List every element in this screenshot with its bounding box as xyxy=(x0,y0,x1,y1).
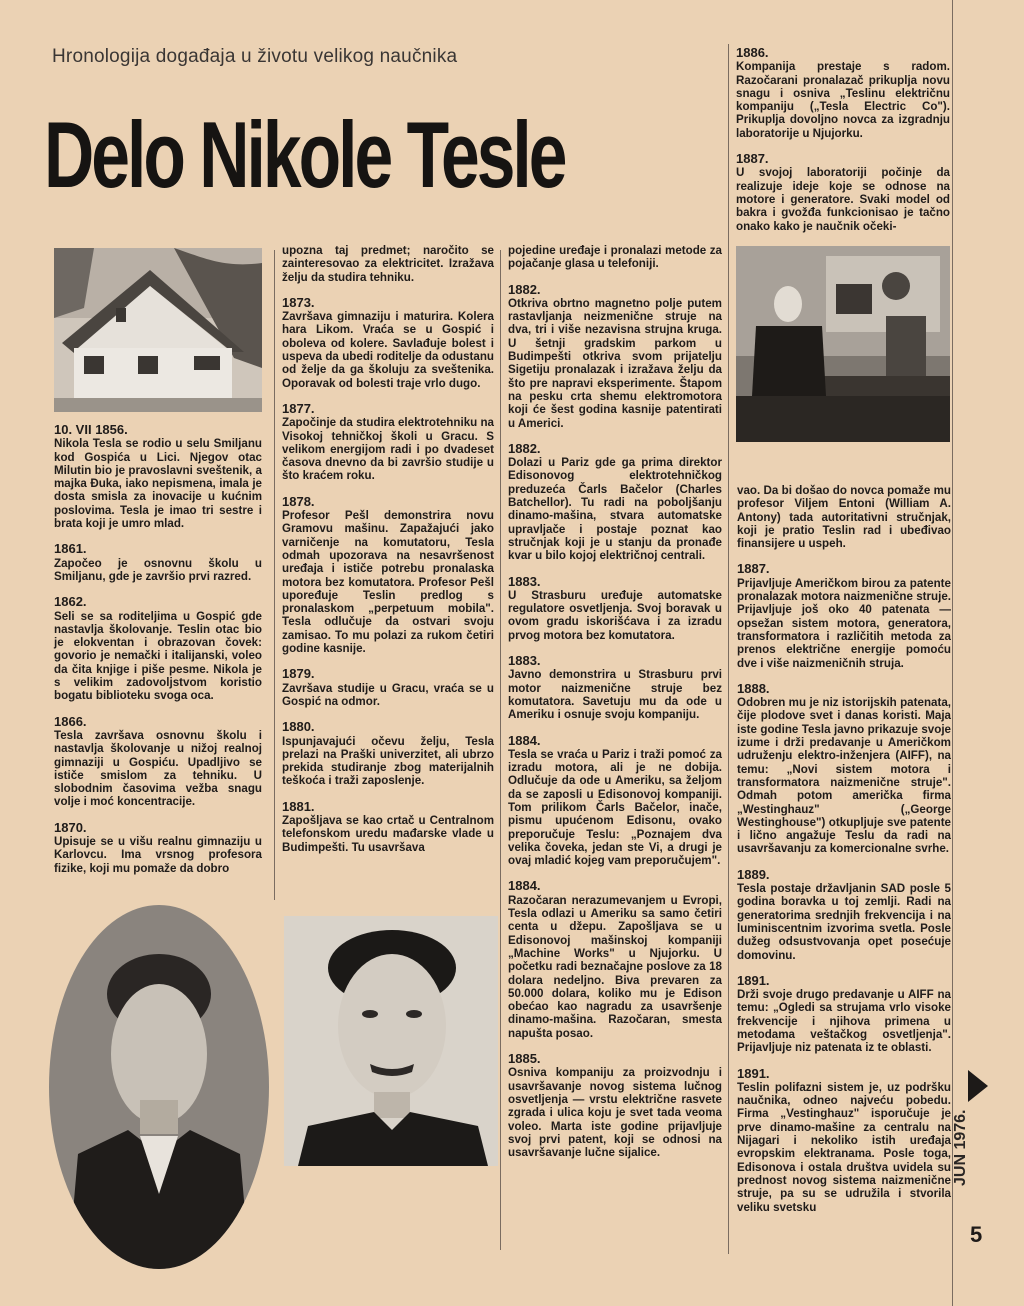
birthplace-house-photo xyxy=(54,248,262,412)
column-rule xyxy=(274,250,275,900)
issue-date: JUN 1976. xyxy=(952,1109,969,1186)
entry-text: Upisuje se u višu realnu gimnaziju u Karlovcu. Ima vrsnog profesora fizike, koji mu pomaže da dobro xyxy=(54,835,262,875)
entry-text: Razočaran nerazumevanjem u Evropi, Tesla odlazi u Ameriku sa samo četiri centa u džepu. Zapošljava se u Edisonovoj mašinskoj kompaniji „Machine Works" u Njujorku. U početku radi beznačajne poslove za 18 dolara nedeljno. Biva prevaren za 50.000 dolara, koliko mu je Edison obećao kao nagradu za usavršenje dinamo-mašina. Razočaran, smesta napušta posao. xyxy=(508,893,722,1040)
entry-text: vao. Da bi došao do novca pomaže mu profesor Viljem Entoni (William A. Antony) tada autoritativni stručnjak, koji je pratio Teslin rad i ubeđivao finansijere u uspeh. xyxy=(737,484,951,551)
page-number: 5 xyxy=(970,1222,983,1247)
entry-year: 1882. xyxy=(508,440,541,456)
entry-text: Teslin polifazni sistem je, uz podršku naučnika, odneo najveću pobedu. Firma „Vestinghauz" isporučuje je prve dinamo-mašine za centralu na Nijagari i nekoliko istih uređaja evropskim elektranama. Posle toga, Edisonova i ostala društva uvidela su prednost novog sistema naizmenične struje, pa su se udružila i stvorila veliku svetsku xyxy=(737,1080,951,1214)
entry-year: 1886. xyxy=(736,45,769,60)
entry-text: U svojoj laboratoriji počinje da realizuje ideje koje se odnose na motore i generatore. Svaki model od bakra i gvožđa funkcionisao je tačno onako kako je naučnik očeki- xyxy=(736,166,950,233)
entry-year: 1883. xyxy=(508,653,541,669)
entry-year: 1873. xyxy=(282,294,315,310)
entry-text: Nikola Tesla se rodio u selu Smiljanu kod Gospića u Lici. Njegov otac Milutin bio je pravoslavni sveštenik, a majka Đuka, iako nepismena, imala je dosta smisla za inovacije u kućnim poslovima. Tesla je imao tri sestre i brata koji je umro mlad. xyxy=(54,437,262,531)
entry-year: 1891. xyxy=(737,1065,770,1081)
entry-text: U Strasburu uređuje automatske regulatore osvetljenja. Svoj boravak u ovom gradu iskorišćava i za izradu prvog motora bez komutatora. xyxy=(508,588,722,642)
entry-text: Prijavljuje Američkom birou za patente pronalazak motora naizmenične struje. Prijavljuje još oko 40 patenata — opsežan sistem motora, generatora, transformatora i različitih metoda za prenos električne energije pomoću dve i više naizmeničnih struja. xyxy=(737,576,951,670)
column-rule xyxy=(728,44,729,1254)
entry-year: 1887. xyxy=(736,151,769,167)
continue-arrow-icon xyxy=(968,1070,988,1102)
entry-year: 1880. xyxy=(282,719,315,735)
entry-text: Ispunjavajući očevu želju, Tesla prelazi na Praški univerzitet, ali ubrzo prekida studiranje zbog materijalnih teškoća i traži zaposlenje. xyxy=(282,734,494,788)
entry-year: 1884. xyxy=(508,732,541,748)
entry-text: Seli se sa roditeljima u Gospić gde nastavlja školovanje. Teslin otac bio je elokventan i obrazovan čovek: govorio je nemački i italijanski, voleo da čita knjige i piše pesme. Nikola je s velikim zadovoljstvom koristio bogatu biblioteku svoga oca. xyxy=(54,609,262,703)
entry-text: Započinje da studira elektrotehniku na Visokoj tehničkoj školi u Gracu. S velikom energijom radi i po dvadeset časova dnevno da bi završio studije u što kraćem roku. xyxy=(282,416,494,483)
entry-text: Osniva kompaniju za proizvodnju i usavršavanje novog sistema lučnog osvetljenja — vrstu električne rasvete zgrada i ulica koju je svet tada veoma voleo. Marta iste godine prijavljuje svoj prvi patent, koji se odnosi na usavršavanje lučne sijalice. xyxy=(508,1066,722,1160)
entry-year: 1887. xyxy=(737,561,770,577)
entry-text: pojedine uređaje i pronalazi metode za pojačanje glasa u telefoniji. xyxy=(508,244,722,271)
entry-text: Otkriva obrtno magnetno polje putem rastavljanja neizmenične struje na dva, tri i više nezavisna strujna kruga. U šetnji gradskim parkom u Budimpešti otkriva svom prijatelju Sigetiju pronalazak i izražava želju da što pre napravi eksperimente. Štapom na pesku crta shemu elektromotora koji će šest godina kasnije patentirati u Americi. xyxy=(508,296,722,430)
entry-year: 1862. xyxy=(54,594,87,610)
entry-year: 1882. xyxy=(508,281,541,297)
entry-year: 1877. xyxy=(282,400,315,416)
entry-year: 1870. xyxy=(54,819,87,835)
text-column-1 xyxy=(54,423,262,875)
entry-year: 1866. xyxy=(54,713,87,729)
tesla-laboratory-photo xyxy=(736,246,950,442)
text-column-4-bottom xyxy=(737,484,951,1214)
entry-text: Kompanija prestaje s radom. Razočarani pronalazač prikuplja novu snagu i osniva „Teslinu električnu kompaniju („Tesla Electric Co"). Prikuplja dovoljno novca za izgradnju laboratorije u Njujorku. xyxy=(736,60,950,140)
entry-year: 1861. xyxy=(54,541,87,557)
entry-year: 1891. xyxy=(737,972,770,988)
entry-year: 1878. xyxy=(282,493,315,509)
entry-text: Tesla se vraća u Pariz i traži pomoć za izradu motora, ali je ne dobija. Odlučuje da ode u Ameriku, sa željom da se zaposli u Edisonovoj kompaniji. Tom prilikom Čarls Bačelor, inače, pismu upućenom Edisonu, ovako preporučuje Teslu: „Poznajem dva velika čoveka, jedan ste Vi, a drugi je ovaj mladić kojeg vam preporučujem". xyxy=(508,747,722,868)
entry-text: Tesla postaje državljanin SAD posle 5 godina boravka u toj zemlji. Radi na generatorima srednjih frekvencija i na luminiscentnim izvorima svetla. Posle dužeg odsustvovanja opet posećuje domovinu. xyxy=(737,882,951,962)
entry-year: 1883. xyxy=(508,573,541,589)
entry-year: 1884. xyxy=(508,878,541,894)
entry-text: Drži svoje drugo predavanje u AIFF na temu: „Ogledi sa strujama vrlo visoke frekvencije i njihova primena u metodama veštačkog osvetljenja". Prijavljuje niz patenata iz te oblasti. xyxy=(737,988,951,1055)
text-column-3 xyxy=(508,244,722,1159)
article-kicker: Hronologija događaja u životu velikog naučnika xyxy=(52,46,458,67)
entry-text: upozna taj predmet; naročito se zainteresovao za elektricitet. Izražava želju da studira tehniku. xyxy=(282,244,494,284)
entry-year: 1889. xyxy=(737,866,770,882)
column-rule xyxy=(500,250,501,1250)
entry-text: Dolazi u Pariz gde ga prima direktor Edisonovog elektrotehničkog preduzeća Čarls Bačelor (Charles Batchellor). Tu radi na poboljšanju dinamo-mašina, stvara automatske upravljače i postaje poznat kao stručnjak koji je u stanju da pronađe kvar u bilo kojoj električnoj centrali. xyxy=(508,456,722,563)
article-title: Delo Nikole Tesle xyxy=(44,102,565,207)
text-column-4-top xyxy=(736,46,950,233)
entry-year: 10. VII 1856. xyxy=(54,422,128,437)
entry-text: Javno demonstrira u Strasburu prvi motor naizmenične struje bez komutatora. Savetuju mu da ode u Ameriku i osnuje svoju kompaniju. xyxy=(508,668,722,722)
entry-text: Započeo je osnovnu školu u Smiljanu, gde je završio prvi razred. xyxy=(54,556,262,583)
tesla-portrait xyxy=(284,916,498,1166)
text-column-2 xyxy=(282,244,494,854)
entry-text: Odobren mu je niz istorijskih patenata, čije plodove svet i danas koristi. Maja iste godine Tesla javno prikazuje svoje izume i drži predavanje u Američkom udruženju elektro-inženjera (AIFF), na temu: „Novi sistem motora i transformatora naizmenične struje". Odmah potom američka firma „Westinghauz" („George Westinghouse") otkupljuje sve patente i lično angažuje Teslu da radi na usavršavanju za komercionalne svrhe. xyxy=(737,696,951,856)
entry-text: Zapošljava se kao crtač u Centralnom telefonskom uredu mađarske vlade u Budimpešti. Tu usavršava xyxy=(282,813,494,854)
entry-year: 1881. xyxy=(282,798,315,814)
entry-year: 1885. xyxy=(508,1051,541,1067)
entry-text: Profesor Pešl demonstrira novu Gramovu mašinu. Zapažajući jako varničenje na komutatoru, Tesla odmah upozorava na nesavršenost uređaja i ističe potrebu pronalaska motora bez komutatora. Profesor Pešl upoređuje Teslin predlog s pronalaskom „perpetuum mobila". Tesla odlučuje da ostvari svoju zamisao. To mu polazi za rukom četiri godine kasnije. xyxy=(282,509,494,656)
young-tesla-portrait xyxy=(48,904,270,1270)
entry-year: 1888. xyxy=(737,680,770,696)
entry-text: Tesla završava osnovnu školu i nastavlja školovanje u nižoj realnoj gimnaziji u Gospiću. Upadljivo se ističe smislom za tehniku. U slobodnim časovima vežba snagu volje i moć koncentracije. xyxy=(54,728,262,809)
entry-year: 1879. xyxy=(282,666,315,682)
entry-text: Završava studije u Gracu, vraća se u Gospić na odmor. xyxy=(282,681,494,708)
entry-text: Završava gimnaziju i maturira. Kolera hara Likom. Vraća se u Gospić i oboleva od kolere. Savlađuje bolest i uspeva da ubedi roditelje da odustanu od želje da ga školuju za sveštenika. Oporavak od bolesti traje vrlo dugo. xyxy=(282,310,494,390)
